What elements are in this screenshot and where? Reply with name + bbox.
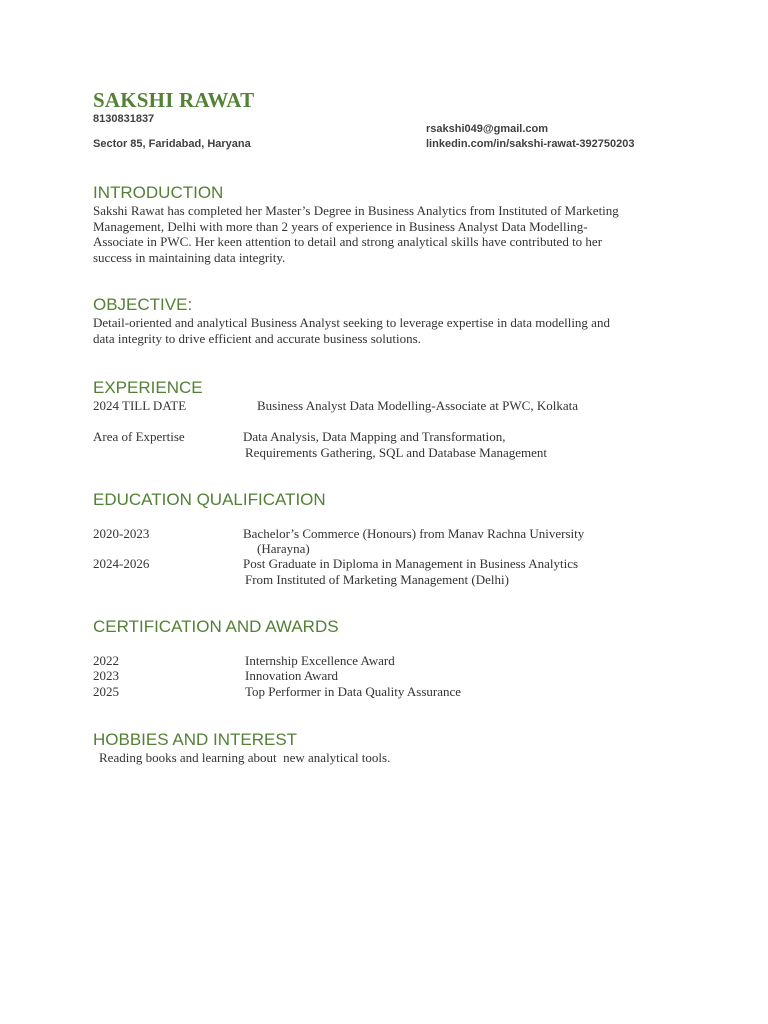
candidate-name: SAKSHI RAWAT	[93, 88, 255, 112]
award-year-2: 2023	[93, 668, 119, 683]
expertise-label: Area of Expertise	[93, 429, 185, 444]
introduction-heading: INTRODUCTION	[93, 183, 224, 202]
objective-heading: OBJECTIVE:	[93, 295, 193, 314]
linkedin-url[interactable]: linkedin.com/in/sakshi-rawat-392750203	[426, 138, 635, 150]
education-years-1: 2020-2023	[93, 526, 150, 541]
email-address[interactable]: rsakshi049@gmail.com	[426, 123, 549, 135]
certifications-heading: CERTIFICATION AND AWARDS	[93, 617, 339, 636]
education-degree-1-detail: (Harayna)	[257, 541, 310, 556]
award-title-3: Top Performer in Data Quality Assurance	[245, 684, 462, 699]
award-title-2: Innovation Award	[245, 668, 339, 683]
objective-line-2: data integrity to drive efficient and accurate business solutions.	[93, 330, 421, 346]
award-year-1: 2022	[93, 653, 119, 668]
award-title-1: Internship Excellence Award	[245, 653, 395, 668]
address: Sector 85, Faridabad, Haryana	[93, 138, 251, 150]
expertise-line-1: Data Analysis, Data Mapping and Transformation,	[243, 429, 506, 444]
hobbies-text: Reading books and learning about new analytical tools.	[99, 750, 391, 765]
experience-heading: EXPERIENCE	[93, 378, 203, 397]
introduction-line-1: Sakshi Rawat has completed her Master’s Degree in Business Analytics from Instituted of Marketing	[93, 203, 619, 218]
education-years-2: 2024-2026	[93, 556, 150, 571]
award-year-3: 2025	[93, 684, 119, 699]
education-heading: EDUCATION QUALIFICATION	[93, 490, 326, 509]
expertise-line-2: Requirements Gathering, SQL and Database Management	[245, 445, 548, 460]
experience-date: 2024 TILL DATE	[93, 398, 187, 413]
objective-line-1: Detail-oriented and analytical Business Analyst seeking to leverage expertise in data modelling and	[93, 315, 610, 330]
education-degree-2: Post Graduate in Diploma in Management in Business Analytics	[243, 556, 579, 571]
introduction-line-2: Management, Delhi with more than 2 years of experience in Business Analyst Data Modelling-	[93, 218, 588, 234]
education-degree-1: Bachelor’s Commerce (Honours) from Manav Rachna University	[243, 526, 585, 541]
phone-number: 8130831837	[93, 113, 155, 125]
education-degree-2-detail: From Instituted of Marketing Management (Delhi)	[245, 572, 509, 587]
introduction-line-4: success in maintaining data integrity.	[93, 249, 286, 265]
introduction-line-3: Associate in PWC. Her keen attention to detail and strong analytical skills have contributed to her	[93, 234, 603, 250]
experience-role: Business Analyst Data Modelling-Associate at PWC, Kolkata	[257, 398, 578, 413]
hobbies-heading: HOBBIES AND INTEREST	[93, 730, 298, 749]
